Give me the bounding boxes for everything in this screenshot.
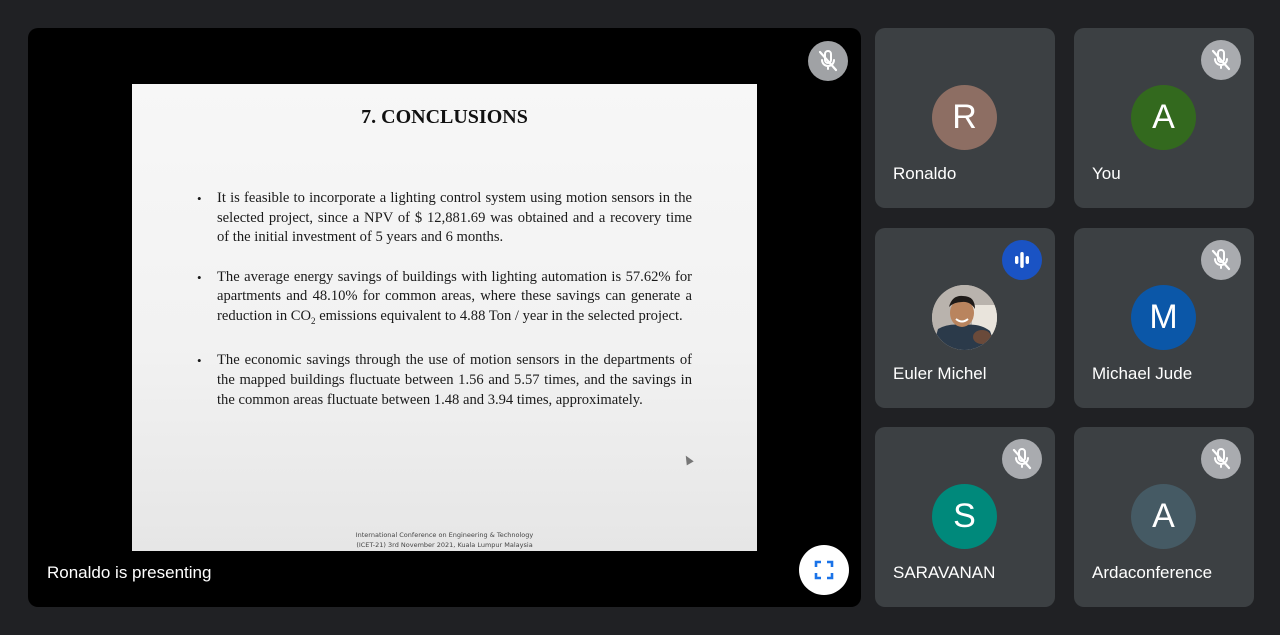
fullscreen-button[interactable] [799,545,849,595]
avatar: A [1131,85,1196,150]
presented-slide [132,84,757,551]
mic-off-icon [1209,48,1233,72]
avatar: M [1131,285,1196,350]
participant-name: Ardaconference [1092,563,1213,582]
mic-off-icon [1209,248,1233,272]
slide-title: 7. CONCLUSIONS [361,106,528,128]
muted-indicator [1201,240,1241,280]
mic-off-icon [1209,447,1233,471]
participant-name: Michael Jude [1092,364,1193,383]
presenter-muted-indicator [808,41,848,81]
avatar: A [1131,484,1196,549]
subscript: 2 [311,315,316,326]
slide-footer [132,530,757,550]
participant-name: Ronaldo [893,164,957,183]
avatar: S [932,484,997,549]
participant-tile[interactable] [1074,427,1254,607]
participant-name: You [1092,164,1121,183]
slide-bullet [197,189,692,248]
slide-bullet-text: The average energy savings of buildings with lighting automation is 57.62% for apartments and 48.10% for common areas, where these savings can generate a reduction in CO [217,268,692,325]
muted-indicator [1002,439,1042,479]
muted-indicator [1201,439,1241,479]
slide-footer-line: (ICET-21) 3rd November 2021, Kuala Lumpur Malaysia [356,541,533,549]
avatar: R [932,85,997,150]
muted-indicator [1201,40,1241,80]
participant-tile[interactable] [875,28,1055,208]
mic-off-icon [816,49,840,73]
slide-bullet [197,268,692,332]
profile-photo-icon [932,285,997,350]
presenter-label: Ronaldo is presenting [47,563,212,582]
mouse-cursor-icon [682,454,693,466]
mic-off-icon [1010,447,1034,471]
participant-tile[interactable] [1074,28,1254,208]
participant-tile[interactable] [875,427,1055,607]
slide-bullet-list [197,189,692,430]
participant-tile[interactable] [1074,228,1254,408]
fullscreen-icon [812,558,836,582]
participant-name: Euler Michel [893,364,987,383]
slide-bullet-text: emissions equivalent to 4.88 Ton / year in the selected project. [315,308,683,325]
slide-footer-line: International Conference on Engineering & Technology [355,531,534,539]
avatar [932,285,997,350]
slide-bullet [197,351,692,410]
slide-bullet-text: It is feasible to incorporate a lighting control system using motion sensors in the selected project, since a NPV of $ 12,881.69 was obtained and a recovery time of the initial investment of 5 years and 6 months. [217,190,692,246]
speaking-indicator [1002,240,1042,280]
participant-name: SARAVANAN [893,563,996,582]
participant-tile[interactable] [875,228,1055,408]
presentation-stage[interactable] [28,28,861,607]
audio-wave-icon [1010,248,1034,272]
slide-bullet-text: The economic savings through the use of motion sensors in the departments of the mapped buildings fluctuate between 1.56 and 5.57 times, and the savings in the common areas fluctuate between 1.48 and 3.94 times, approximately. [217,352,692,408]
